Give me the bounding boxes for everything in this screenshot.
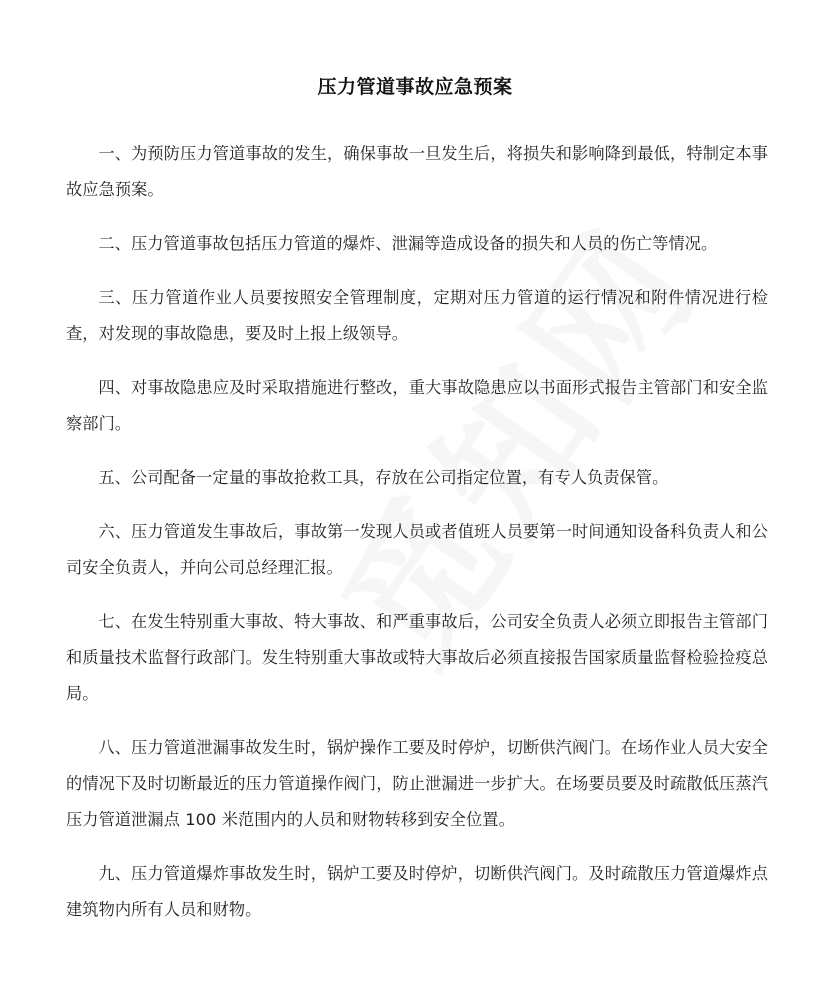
paragraph-4: 四、对事故隐患应及时采取措施进行整改，重大事故隐患应以书面形式报告主管部门和安全监察部门。: [66, 378, 768, 433]
paragraph-5: 五、公司配备一定量的事故抢救工具，存放在公司指定位置，有专人负责保管。: [98, 468, 669, 487]
document-title: 压力管道事故应急预案: [317, 76, 513, 98]
paragraph-2: 二、压力管道事故包括压力管道的爆炸、泄漏等造成设备的损失和人员的伤亡等情况。: [98, 234, 718, 253]
paragraph-1: 一、为预防压力管道事故的发生，确保事故一旦发生后，将损失和影响降到最低，特制定本事故应急预案。: [66, 144, 768, 199]
paragraph-9: 九、压力管道爆炸事故发生时，锅炉工要及时停炉，切断供汽阀门。及时疏散压力管道爆炸点建筑物内所有人员和财物。: [66, 864, 768, 919]
paragraph-6: 六、压力管道发生事故后，事故第一发现人员或者值班人员要第一时间通知设备科负责人和公司安全负责人，并向公司总经理汇报。: [66, 522, 768, 577]
document-body: [66, 136, 768, 946]
paragraph-3: 三、压力管道作业人员要按照安全管理制度，定期对压力管道的运行情况和附件情况进行检查，对发现的事故隐患，要及时上报上级领导。: [66, 288, 768, 343]
paragraph-8: 八、压力管道泄漏事故发生时，锅炉操作工要及时停炉，切断供汽阀门。在场作业人员大安全的情况下及时切断最近的压力管道操作阀门，防止泄漏进一步扩大。在场要员要及时疏散低压蒸汽压力管道泄漏点 100 米范围内的人员和财物转移到安全位置。: [66, 738, 768, 829]
paragraph-7: 七、在发生特别重大事故、特大事故、和严重事故后，公司安全负责人必须立即报告主管部门和质量技术监督行政部门。发生特别重大事故或特大事故后必须直接报告国家质量监督检验捡疫总局。: [66, 612, 768, 703]
